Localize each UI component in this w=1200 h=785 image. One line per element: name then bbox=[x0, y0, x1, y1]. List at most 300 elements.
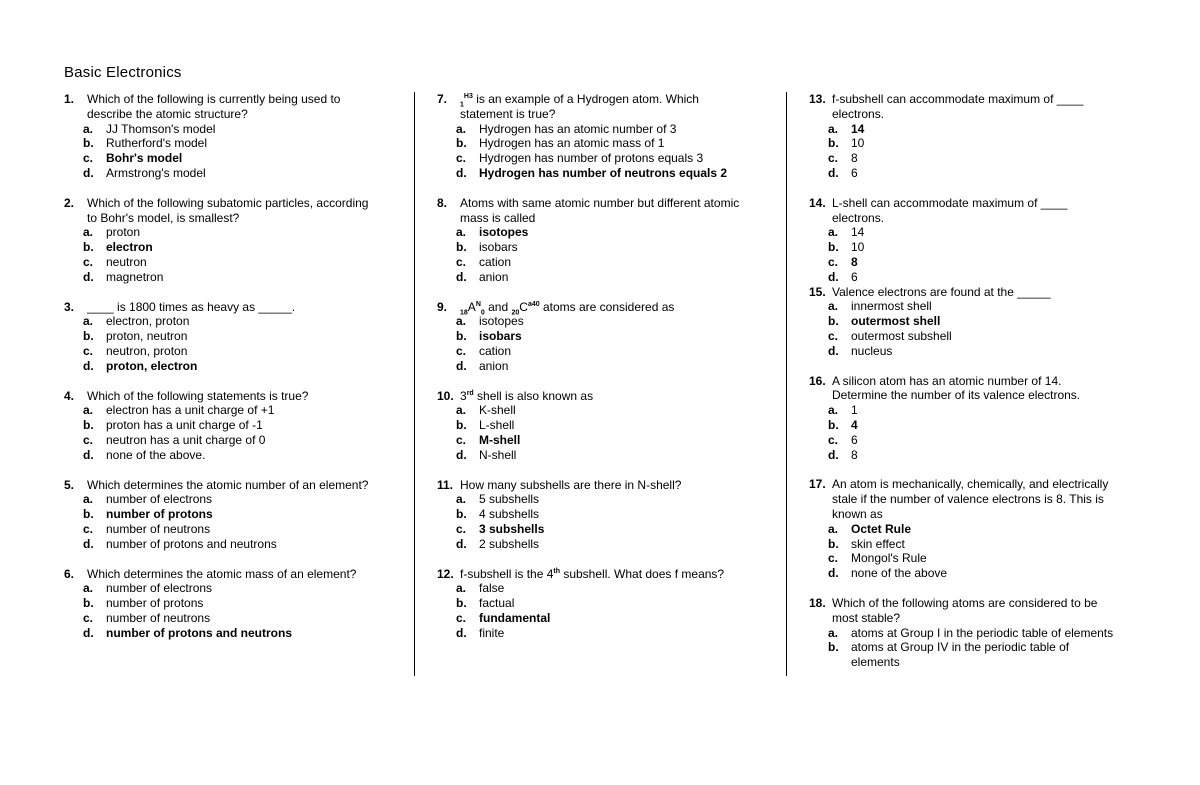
question-body: ____ is 1800 times as heavy as _____. bbox=[87, 299, 296, 314]
option-a bbox=[456, 225, 777, 240]
notation-part: C bbox=[519, 299, 528, 314]
question-7 bbox=[437, 92, 777, 181]
question-stem bbox=[437, 92, 777, 122]
question-text bbox=[87, 567, 356, 582]
notation-part: atoms are considered as bbox=[539, 299, 675, 314]
question-number: 6. bbox=[64, 566, 75, 581]
option-text: cation bbox=[479, 343, 512, 358]
option-a bbox=[828, 403, 1149, 418]
question-stem bbox=[437, 196, 777, 226]
question-number: 18. bbox=[809, 595, 826, 610]
option-text: 8 bbox=[851, 151, 858, 166]
option-text: JJ Thomson's model bbox=[106, 121, 216, 136]
question-11 bbox=[437, 478, 777, 552]
option-a bbox=[828, 225, 1149, 240]
option-b bbox=[456, 136, 777, 151]
option-text: 1 bbox=[851, 403, 858, 418]
option-d bbox=[83, 270, 404, 285]
option-a bbox=[83, 314, 404, 329]
option-list bbox=[809, 122, 1149, 181]
option-text: 10 bbox=[851, 136, 865, 151]
option-text: skin effect bbox=[851, 536, 905, 551]
question-text bbox=[460, 389, 593, 404]
option-a bbox=[828, 299, 1149, 314]
option-letter: a. bbox=[828, 403, 839, 418]
option-letter: b. bbox=[83, 418, 94, 433]
option-c bbox=[828, 255, 1149, 270]
column-divider bbox=[786, 92, 787, 676]
option-list bbox=[437, 492, 777, 551]
option-text: proton, electron bbox=[106, 358, 198, 373]
option-letter: d. bbox=[828, 269, 839, 284]
column-2 bbox=[437, 92, 777, 641]
option-list bbox=[64, 122, 404, 181]
option-b bbox=[456, 240, 777, 255]
option-list bbox=[809, 403, 1149, 462]
option-text: 5 subshells bbox=[479, 492, 540, 507]
option-a bbox=[456, 581, 777, 596]
option-list bbox=[809, 522, 1149, 581]
option-text: Mongol's Rule bbox=[851, 551, 927, 566]
option-c bbox=[83, 344, 404, 359]
option-letter: d. bbox=[83, 447, 94, 462]
question-text bbox=[87, 196, 368, 226]
option-c bbox=[828, 433, 1149, 448]
option-b bbox=[828, 418, 1149, 433]
option-text: 8 bbox=[851, 254, 858, 269]
option-text: false bbox=[479, 581, 505, 596]
option-text: 10 bbox=[851, 240, 865, 255]
question-body: subshell. What does f means? bbox=[560, 566, 725, 581]
question-4 bbox=[64, 389, 404, 463]
option-letter: a. bbox=[83, 492, 94, 507]
option-list bbox=[64, 314, 404, 373]
option-letter: c. bbox=[828, 432, 839, 447]
question-3 bbox=[64, 300, 404, 374]
option-d bbox=[83, 626, 404, 641]
question-number: 4. bbox=[64, 388, 75, 403]
option-text: 2 subshells bbox=[479, 536, 540, 551]
option-a bbox=[83, 225, 404, 240]
option-letter: d. bbox=[83, 269, 94, 284]
question-stem bbox=[64, 478, 404, 493]
option-text: Armstrong's model bbox=[106, 165, 206, 180]
column-3 bbox=[809, 92, 1149, 670]
option-letter: a. bbox=[828, 625, 839, 640]
option-letter: b. bbox=[83, 596, 94, 611]
question-stem bbox=[64, 389, 404, 404]
option-d bbox=[456, 448, 777, 463]
option-text: number of protons and neutrons bbox=[106, 536, 277, 551]
notation-part: 20 bbox=[511, 308, 520, 316]
option-b bbox=[83, 240, 404, 255]
option-letter: a. bbox=[828, 225, 839, 240]
question-text bbox=[832, 477, 1108, 521]
option-text: M-shell bbox=[479, 432, 521, 447]
column-1 bbox=[64, 92, 404, 641]
option-b bbox=[83, 507, 404, 522]
option-d bbox=[456, 359, 777, 374]
notation-superscript: th bbox=[553, 567, 560, 575]
option-text: magnetron bbox=[106, 269, 164, 284]
option-b bbox=[828, 240, 1149, 255]
option-d bbox=[828, 566, 1149, 581]
option-letter: a. bbox=[828, 121, 839, 136]
question-body: A silicon atom has an atomic number of 14. Determine the number of its valence electrons. bbox=[832, 373, 1081, 403]
question-text bbox=[460, 92, 699, 122]
option-d bbox=[83, 448, 404, 463]
option-d bbox=[83, 359, 404, 374]
option-letter: a. bbox=[828, 299, 839, 314]
question-number: 7. bbox=[437, 92, 448, 106]
question-stem bbox=[809, 374, 1149, 404]
option-letter: d. bbox=[456, 447, 467, 462]
option-letter: a. bbox=[456, 581, 467, 596]
option-list bbox=[437, 581, 777, 640]
notation-superscript: rd bbox=[466, 389, 474, 397]
option-d bbox=[83, 166, 404, 181]
option-letter: d. bbox=[83, 358, 94, 373]
question-stem bbox=[809, 92, 1149, 122]
notation-superscript: H3 bbox=[463, 93, 473, 100]
option-letter: a. bbox=[456, 403, 467, 418]
option-letter: c. bbox=[456, 343, 467, 358]
option-text: Rutherford's model bbox=[106, 136, 208, 151]
option-text: number of neutrons bbox=[106, 610, 211, 625]
option-c bbox=[456, 255, 777, 270]
option-d bbox=[828, 166, 1149, 181]
question-body: L-shell can accommodate maximum of ____ electrons. bbox=[832, 195, 1068, 225]
option-text: electron bbox=[106, 240, 153, 255]
option-text: number of electrons bbox=[106, 492, 213, 507]
notation-prefix: 3 bbox=[460, 388, 467, 403]
option-letter: d. bbox=[83, 625, 94, 640]
option-text: number of protons bbox=[106, 596, 204, 611]
option-a bbox=[828, 122, 1149, 137]
question-16 bbox=[809, 374, 1149, 463]
question-text bbox=[832, 374, 1080, 404]
question-stem bbox=[64, 300, 404, 315]
option-text: finite bbox=[479, 625, 505, 640]
option-text: 4 bbox=[851, 417, 858, 432]
question-text bbox=[87, 389, 308, 404]
question-5 bbox=[64, 478, 404, 552]
question-number: 11. bbox=[437, 477, 454, 492]
question-stem bbox=[64, 567, 404, 582]
option-text: anion bbox=[479, 269, 509, 284]
option-letter: b. bbox=[83, 240, 94, 255]
option-text: outermost subshell bbox=[851, 328, 952, 343]
option-letter: a. bbox=[828, 521, 839, 536]
option-letter: c. bbox=[83, 343, 94, 358]
question-text bbox=[460, 196, 739, 226]
option-b bbox=[456, 507, 777, 522]
option-text: 6 bbox=[851, 432, 858, 447]
option-letter: b. bbox=[456, 329, 467, 344]
option-b bbox=[828, 640, 1149, 670]
question-stem bbox=[64, 196, 404, 226]
question-text bbox=[87, 300, 295, 315]
option-letter: d. bbox=[83, 165, 94, 180]
option-letter: b. bbox=[828, 536, 839, 551]
option-letter: d. bbox=[456, 269, 467, 284]
option-b bbox=[83, 329, 404, 344]
option-letter: a. bbox=[83, 225, 94, 240]
option-c bbox=[456, 433, 777, 448]
option-letter: a. bbox=[83, 581, 94, 596]
question-body: Which of the following subatomic particles, according to Bohr's model, is smallest? bbox=[87, 195, 369, 225]
notation-part: A bbox=[467, 299, 476, 314]
question-body: How many subshells are there in N-shell? bbox=[460, 477, 682, 492]
question-text bbox=[460, 300, 674, 315]
option-letter: d. bbox=[83, 536, 94, 551]
option-text: isotopes bbox=[479, 314, 524, 329]
notation-prefix: f-subshell is the 4 bbox=[460, 566, 554, 581]
option-text: electron, proton bbox=[106, 314, 190, 329]
option-letter: a. bbox=[83, 314, 94, 329]
option-text: 14 bbox=[851, 225, 865, 240]
question-stem bbox=[809, 596, 1149, 626]
option-d bbox=[828, 270, 1149, 285]
option-text: fundamental bbox=[479, 610, 551, 625]
option-b bbox=[828, 314, 1149, 329]
option-list bbox=[437, 403, 777, 462]
option-text: proton bbox=[106, 225, 141, 240]
question-number: 12. bbox=[437, 566, 454, 581]
option-a bbox=[83, 403, 404, 418]
question-number: 8. bbox=[437, 195, 448, 210]
option-text: 8 bbox=[851, 447, 858, 462]
option-letter: c. bbox=[456, 610, 467, 625]
option-letter: b. bbox=[456, 596, 467, 611]
option-c bbox=[83, 255, 404, 270]
option-a bbox=[828, 522, 1149, 537]
question-6 bbox=[64, 567, 404, 641]
option-a bbox=[83, 492, 404, 507]
option-letter: c. bbox=[83, 254, 94, 269]
option-a bbox=[456, 492, 777, 507]
option-letter: b. bbox=[828, 240, 839, 255]
notation-part: 0 bbox=[480, 308, 485, 316]
option-letter: b. bbox=[828, 136, 839, 151]
notation-prefix: 1 bbox=[460, 101, 464, 109]
option-letter: c. bbox=[456, 432, 467, 447]
option-a bbox=[83, 581, 404, 596]
option-d bbox=[456, 537, 777, 552]
notation-part: 18 bbox=[460, 308, 468, 316]
option-list bbox=[437, 122, 777, 181]
option-letter: d. bbox=[456, 358, 467, 373]
question-number: 3. bbox=[64, 299, 75, 314]
option-text: Hydrogen has an atomic mass of 1 bbox=[479, 136, 665, 151]
option-letter: d. bbox=[456, 165, 467, 180]
option-d bbox=[828, 344, 1149, 359]
question-text bbox=[460, 567, 724, 582]
question-body: Which determines the atomic mass of an element? bbox=[87, 566, 357, 581]
question-body: Which determines the atomic number of an element? bbox=[87, 477, 369, 492]
option-text: neutron has a unit charge of 0 bbox=[106, 432, 266, 447]
option-letter: b. bbox=[83, 329, 94, 344]
option-letter: b. bbox=[828, 640, 839, 655]
option-list bbox=[809, 225, 1149, 284]
option-letter: d. bbox=[828, 447, 839, 462]
question-1 bbox=[64, 92, 404, 181]
option-b bbox=[83, 418, 404, 433]
question-14 bbox=[809, 196, 1149, 285]
option-text: 4 subshells bbox=[479, 507, 540, 522]
option-text: isobars bbox=[479, 329, 522, 344]
option-letter: c. bbox=[828, 551, 839, 566]
option-text: none of the above. bbox=[106, 447, 206, 462]
option-text: factual bbox=[479, 596, 515, 611]
option-text: 14 bbox=[851, 121, 865, 136]
option-text: proton, neutron bbox=[106, 329, 188, 344]
question-body: f-subshell can accommodate maximum of ____ electrons. bbox=[832, 92, 1084, 121]
option-list bbox=[64, 225, 404, 284]
option-list bbox=[64, 581, 404, 640]
option-letter: b. bbox=[456, 240, 467, 255]
question-body: is an example of a Hydrogen atom. Which statement is true? bbox=[460, 92, 699, 121]
option-list bbox=[437, 314, 777, 373]
option-letter: c. bbox=[456, 521, 467, 536]
option-text: 3 subshells bbox=[479, 521, 545, 536]
notation-part: and bbox=[484, 299, 512, 314]
option-letter: a. bbox=[456, 225, 467, 240]
option-c bbox=[456, 611, 777, 626]
question-18 bbox=[809, 596, 1149, 670]
option-text: outermost shell bbox=[851, 314, 941, 329]
option-text: number of electrons bbox=[106, 581, 213, 596]
option-text: 6 bbox=[851, 269, 858, 284]
question-text bbox=[832, 196, 1067, 226]
option-letter: a. bbox=[456, 314, 467, 329]
option-text: nucleus bbox=[851, 343, 893, 358]
option-text: neutron bbox=[106, 254, 147, 269]
option-b bbox=[828, 136, 1149, 151]
option-a bbox=[456, 314, 777, 329]
option-letter: d. bbox=[828, 566, 839, 581]
option-letter: c. bbox=[828, 328, 839, 343]
option-c bbox=[828, 329, 1149, 344]
option-c bbox=[83, 151, 404, 166]
option-text: anion bbox=[479, 358, 509, 373]
option-c bbox=[456, 522, 777, 537]
option-text: Hydrogen has number of protons equals 3 bbox=[479, 151, 704, 166]
option-a bbox=[828, 626, 1149, 641]
question-text bbox=[832, 596, 1097, 626]
option-letter: c. bbox=[828, 254, 839, 269]
question-13 bbox=[809, 92, 1149, 181]
question-8 bbox=[437, 196, 777, 285]
option-text: innermost shell bbox=[851, 299, 932, 314]
option-letter: c. bbox=[83, 151, 94, 166]
option-b bbox=[83, 136, 404, 151]
question-number: 9. bbox=[437, 299, 448, 314]
option-text: N-shell bbox=[479, 447, 517, 462]
option-letter: c. bbox=[456, 151, 467, 166]
option-a bbox=[456, 403, 777, 418]
option-letter: b. bbox=[83, 136, 94, 151]
question-text bbox=[87, 478, 368, 493]
option-letter: b. bbox=[456, 418, 467, 433]
option-letter: d. bbox=[456, 536, 467, 551]
option-b bbox=[456, 418, 777, 433]
option-b bbox=[83, 596, 404, 611]
option-text: atoms at Group I in the periodic table of elements bbox=[851, 625, 1114, 640]
option-list bbox=[64, 492, 404, 551]
option-c bbox=[828, 151, 1149, 166]
option-list bbox=[809, 626, 1149, 670]
option-b bbox=[456, 596, 777, 611]
question-body: Atoms with same atomic number but different atomic mass is called bbox=[460, 195, 740, 225]
option-letter: d. bbox=[828, 165, 839, 180]
option-text: L-shell bbox=[479, 418, 515, 433]
option-text: 6 bbox=[851, 165, 858, 180]
question-stem bbox=[809, 477, 1149, 521]
question-number: 1. bbox=[64, 92, 75, 106]
option-letter: d. bbox=[456, 625, 467, 640]
option-d bbox=[83, 537, 404, 552]
option-letter: b. bbox=[456, 136, 467, 151]
option-text: atoms at Group IV in the periodic table of elements bbox=[851, 640, 1070, 670]
question-number: 15. bbox=[809, 284, 826, 299]
option-letter: b. bbox=[456, 507, 467, 522]
question-body: shell is also known as bbox=[473, 388, 594, 403]
option-letter: b. bbox=[828, 417, 839, 432]
option-letter: c. bbox=[456, 254, 467, 269]
question-body: Which of the following atoms are considered to be most stable? bbox=[832, 595, 1098, 625]
question-text bbox=[87, 92, 340, 122]
option-text: K-shell bbox=[479, 403, 516, 418]
option-c bbox=[456, 344, 777, 359]
question-12 bbox=[437, 567, 777, 641]
option-d bbox=[456, 626, 777, 641]
question-stem bbox=[64, 92, 404, 122]
question-body: Which of the following is currently being used to describe the atomic structure? bbox=[87, 92, 341, 121]
option-text: Hydrogen has an atomic number of 3 bbox=[479, 121, 677, 136]
option-text: number of protons bbox=[106, 507, 213, 522]
option-letter: c. bbox=[828, 151, 839, 166]
question-17 bbox=[809, 477, 1149, 581]
question-text bbox=[832, 92, 1083, 122]
option-text: electron has a unit charge of +1 bbox=[106, 403, 275, 418]
option-letter: a. bbox=[83, 121, 94, 136]
question-10 bbox=[437, 389, 777, 463]
option-text: neutron, proton bbox=[106, 343, 188, 358]
option-letter: c. bbox=[83, 521, 94, 536]
option-d bbox=[828, 448, 1149, 463]
option-b bbox=[828, 537, 1149, 552]
option-letter: c. bbox=[83, 610, 94, 625]
option-text: isobars bbox=[479, 240, 518, 255]
option-letter: b. bbox=[828, 314, 839, 329]
question-number: 14. bbox=[809, 195, 826, 210]
document-title: Basic Electronics bbox=[64, 64, 182, 81]
question-number: 17. bbox=[809, 477, 826, 492]
question-body: Which of the following statements is true? bbox=[87, 388, 309, 403]
question-9 bbox=[437, 300, 777, 374]
question-text bbox=[832, 285, 1051, 300]
option-c bbox=[456, 151, 777, 166]
option-letter: a. bbox=[456, 492, 467, 507]
question-stem bbox=[809, 196, 1149, 226]
option-text: Bohr's model bbox=[106, 151, 183, 166]
question-number: 16. bbox=[809, 373, 826, 388]
option-c bbox=[83, 611, 404, 626]
option-text: proton has a unit charge of -1 bbox=[106, 418, 263, 433]
question-stem bbox=[437, 300, 777, 315]
option-letter: a. bbox=[83, 403, 94, 418]
